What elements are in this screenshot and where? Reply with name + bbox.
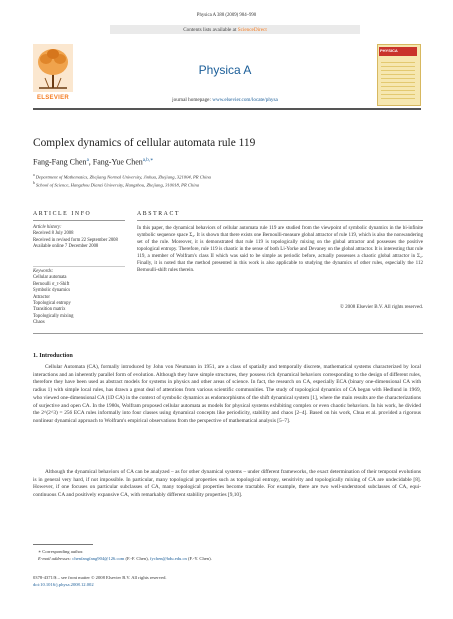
section-divider bbox=[33, 333, 423, 334]
journal-homepage: journal homepage: www.elsevier.com/locate/physa bbox=[172, 97, 278, 103]
keyword: Transition matrix bbox=[33, 307, 66, 313]
body-paragraph: Although the dynamical behaviors of CA can be analyzed – as for other dynamical systems – under different frameworks, the exact determination of their temporal evolutions is in general very hard, if not impossible. In particular, many topological properties such as topological entropy, sensitivity and topologically mixing of CA are undecidable [8]. However, if one focuses on particular subclasses of CA, many topological properties become tractable. For example, there are two well-understood subclasses of CA, equi-continuous CA and positively expansive CA, with remarkably different stability properties [9,10]. bbox=[33, 469, 421, 499]
author-name: Fang-Yue Chen bbox=[92, 157, 143, 167]
corresponding-author-note: ∗ Corresponding author. bbox=[38, 549, 84, 554]
keyword: Chaos bbox=[33, 320, 45, 326]
keyword: Bernoulli σ_τ-Shift bbox=[33, 281, 70, 287]
copyright: © 2008 Elsevier B.V. All rights reserved. bbox=[340, 304, 423, 310]
elsevier-tree-logo bbox=[33, 44, 73, 92]
author-affil-link[interactable]: a bbox=[86, 158, 89, 163]
abstract-text: In this paper, the dynamical behaviors of cellular automata rule 119 are studied from the viewpoint of symbolic dynamics in the bi-infinite symbolic sequence space Σ₂. It is shown that there exists one Bernoulli-measure global attractor of rule 119, which is also the nonwandering set of the rule. Moreover, it is demonstrated that rule 119 is topologically mixing on the global attractor and possesses the positive topological entropy. Therefore, rule 119 is chaotic in the sense of both Li-Yorke and Devaney on the global attractor. It is interesting that rule 119, a member of Wolfram's class II which was said to be simple as periodic before, actually possesses a chaotic global attractor in Σ₂. Finally, it is noted that the method presented in this work is also applicable to studying the dynamics of other rules, especially the 112 Bernoulli-shift rules therein. bbox=[137, 225, 423, 273]
section-heading: 1. Introduction bbox=[33, 352, 73, 359]
affiliation: $^b$ School of Science, Hangzhou Dianzi University, Hangzhou, Zhejiang, 310018, PR China bbox=[33, 181, 200, 188]
doi-link[interactable]: doi:10.1016/j.physa.2008.12.002 bbox=[33, 582, 94, 587]
email-addresses: E-mail addresses: chenfangfang904@126.com (F.-F. Chen), fychen@hdu.edu.cn (F.-Y. Chen). bbox=[38, 556, 212, 561]
journal-title: Physica A bbox=[198, 63, 252, 77]
cover-title: PHYSICA bbox=[380, 48, 398, 53]
keyword: Attractor bbox=[33, 294, 50, 300]
author-name: Fang-Fang Chen bbox=[33, 157, 87, 167]
elsevier-wordmark: ELSEVIER bbox=[36, 95, 70, 101]
cover-decoration bbox=[381, 62, 415, 100]
email-link[interactable]: fychen@hdu.edu.cn bbox=[149, 556, 187, 561]
article-title: Complex dynamics of cellular automata rule 119 bbox=[33, 137, 256, 149]
keyword: Cellular automata bbox=[33, 275, 67, 281]
email-link[interactable]: chenfangfang904@126.com bbox=[72, 556, 125, 561]
contents-line: Contents lists available at ScienceDirect bbox=[183, 27, 267, 33]
affiliation: $^a$ Department of Mathematics, Zhejiang Normal University, Jinhua, Zhejiang, 321004, PR China bbox=[33, 173, 211, 180]
keyword: Symbolic dynamics bbox=[33, 288, 71, 294]
keyword: Topologically mixing bbox=[33, 313, 74, 319]
author-list: Fang-Fang Chen$^a$, Fang-Yue Chen$^{a,b,∗}$ bbox=[33, 157, 154, 167]
abstract-heading: ABSTRACT bbox=[137, 211, 181, 217]
article-history: Article history: Received 8 July 2008 Received in revised form 22 September 2008 Available online 7 December 2008 bbox=[33, 225, 118, 250]
footnote-rule bbox=[33, 544, 93, 545]
abstract-rule bbox=[137, 220, 423, 221]
issn-line: 0378-4371/$ – see front matter © 2008 Elsevier B.V. All rights reserved. bbox=[33, 575, 167, 580]
body-paragraph: Cellular Automata (CA), formally introduced by John von Neumann in 1951, are a class of spatially and temporally discrete, mathematical systems characterized by local interactions and an inherently parallel form of evolution. Although they have simple structures, they possess rich dynamical behaviors corresponding to the design of different rules, therefore they have been used as abstract models for systems in physics and other areas of science. In fact, the research on CA, especially ECA (binary one-dimensional CA with radius 1) with simple local rules, has drawn a great deal of attentions from various scientific communities. The study of topological dynamics of CA began with Hedlund in 1969, who viewed one-dimensional CA (1D CA) in the context of symbolic dynamics as endomorphisms of the shift dynamical system [1], where the main results are the characterizations of surjective and open CA. In the 1980s, Wolfram proposed cellular automata as models for physical systems exhibiting complex or even chaotic behaviors. In his work, he divided the 2^(2^3) = 256 ECA rules informally into four classes using dynamical concepts like periodicity, stability and chaos [2–4]. Based on his work, Chua et al. provided a rigorous nonlinear dynamical approach to Wolfram's empirical observations from the perspective of mathematical analysis [5–7]. bbox=[33, 364, 421, 424]
article-info-heading: ARTICLE INFO bbox=[33, 211, 92, 217]
homepage-link[interactable]: www.elsevier.com/locate/physa bbox=[212, 97, 278, 103]
article-info-rule bbox=[33, 220, 125, 221]
keywords-list: Keywords: Cellular automata Bernoulli σ_τ-Shift Symbolic dynamics Attractor Topological entropy Transition matrix Topologically mixing Chaos bbox=[33, 269, 74, 326]
article-info-separator bbox=[33, 266, 125, 267]
keyword: Topological entropy bbox=[33, 301, 71, 307]
author-affil-link[interactable]: a,b,∗ bbox=[142, 158, 154, 163]
sciencedirect-link[interactable]: ScienceDirect bbox=[237, 27, 267, 33]
header-divider bbox=[33, 108, 421, 110]
running-header: Physica A 388 (2009) 984–990 bbox=[196, 13, 257, 18]
